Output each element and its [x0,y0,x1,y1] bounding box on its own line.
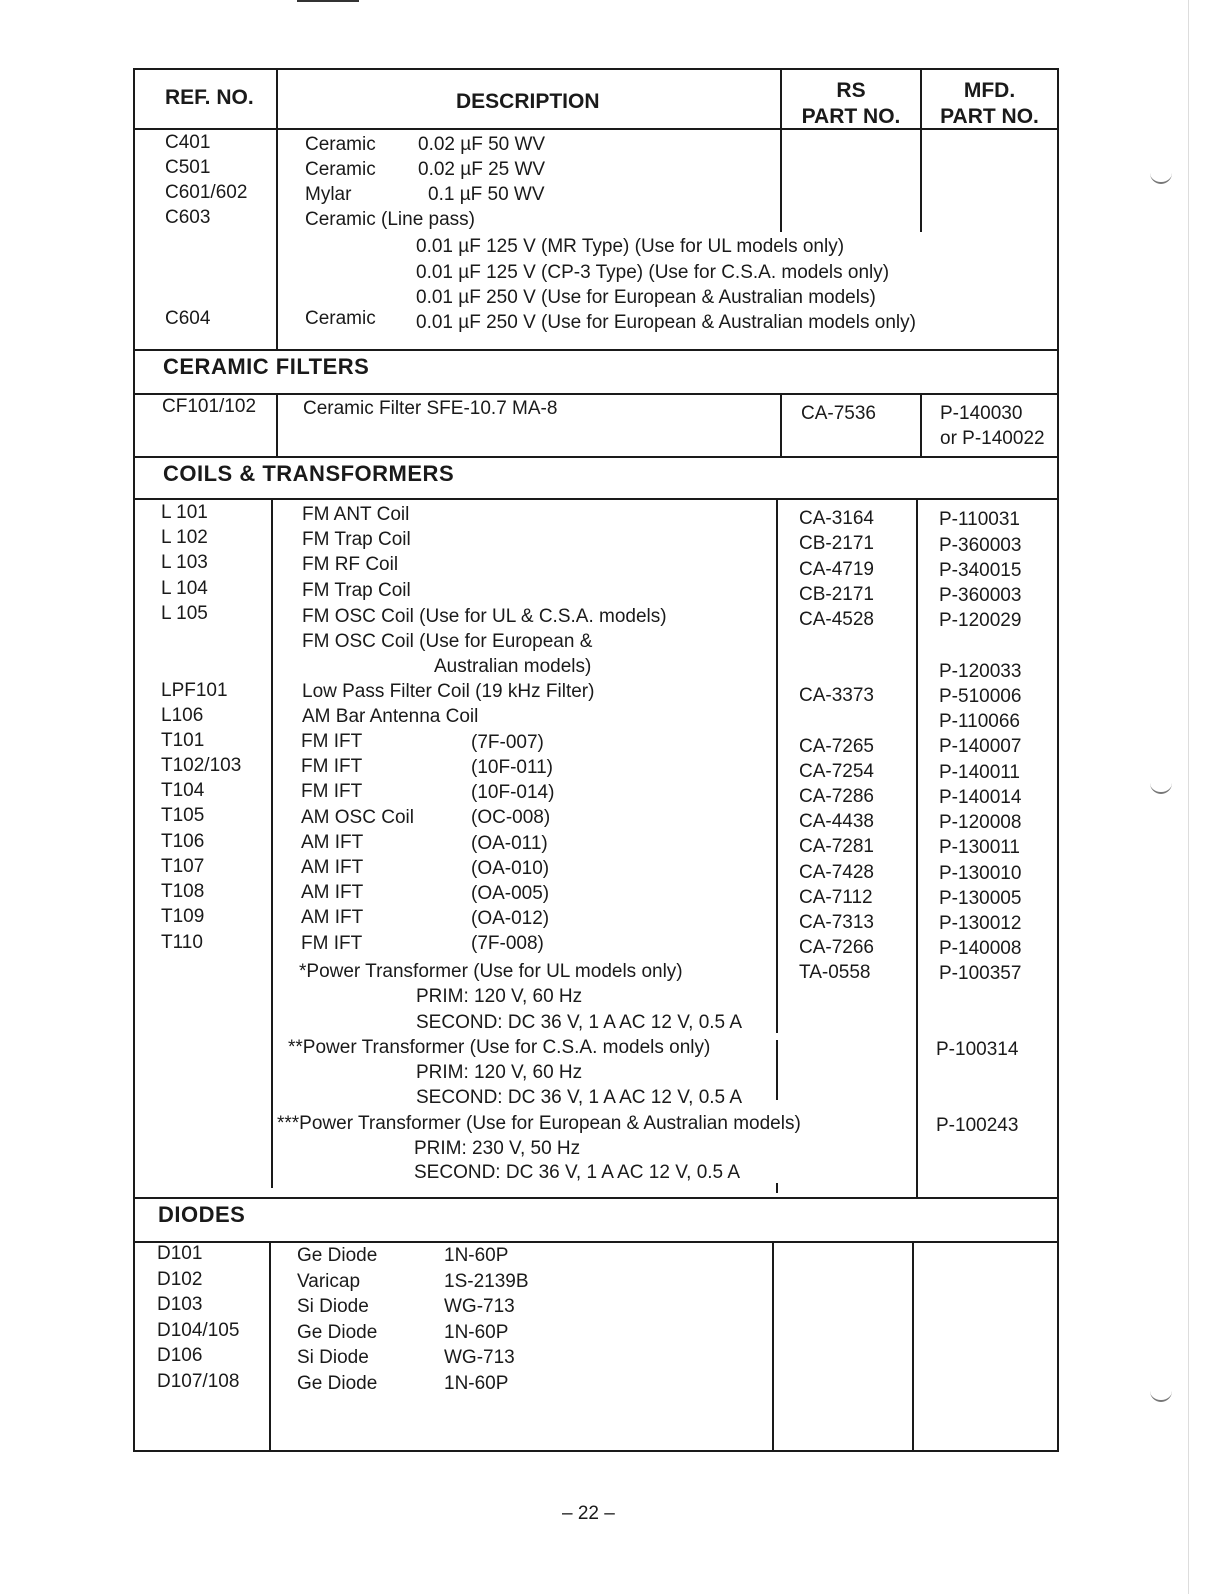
ift-name-2: FM IFT [301,756,363,777]
scan-edge [1188,0,1189,1594]
cap-col-line-1 [276,128,278,350]
coil-mfd-12: P-120008 [939,812,1022,833]
coil-mfd-10: P-140011 [939,762,1020,783]
diode-ref-5: D106 [157,1345,203,1366]
cap-col-line-2 [780,128,782,232]
coil-mfd-1: P-110031 [939,509,1020,530]
coil-mfd-5: P-120029 [939,610,1022,631]
ift-code-7: (OA-005) [471,883,550,904]
cap-ref-4: C603 [165,207,211,228]
ift-name-6: AM IFT [301,857,364,878]
coil-mfd-2: P-360003 [939,535,1022,556]
header-mfd-line2: PART NO. [940,105,1039,128]
diode-code-2: 1S-2139B [444,1271,529,1292]
coil-ref-9: T102/103 [161,755,242,776]
coil-rs-16: TA-0558 [799,962,871,983]
coils-title-top [135,456,1057,458]
transformer-eu: ***Power Transformer (Use for European & Australian models) [277,1113,801,1134]
coil-ref-14: T108 [161,881,205,902]
coil-mfd-8: P-110066 [939,711,1020,732]
diode-code-6: 1N-60P [444,1373,509,1394]
diodes-title-bottom [135,1241,1057,1243]
coil-mfd-6: P-120033 [939,661,1022,682]
coils-title-bottom [135,498,1057,500]
ift-name-5: AM IFT [301,832,364,853]
coil-ref-8: T101 [161,730,205,751]
diodes-col-line-2 [772,1241,774,1450]
coil-rs-1: CA-3164 [799,508,874,529]
coil-mfd-4: P-360003 [939,585,1022,606]
coil-mfd-9: P-140007 [939,736,1022,757]
binder-mark-2 [1150,770,1172,794]
coils-title: COILS & TRANSFORMERS [163,461,455,486]
coil-ref-6: LPF101 [161,680,228,701]
diode-type-5: Si Diode [297,1347,369,1368]
coil-rs-14: CA-7313 [799,912,874,933]
coil-desc-1: FM ANT Coil [302,504,410,525]
diode-type-4: Ge Diode [297,1322,378,1343]
coil-rs-15: CA-7266 [799,937,874,958]
cap-linepass-1: 0.01 µF 125 V (MR Type) (Use for UL models only) [416,236,845,257]
diode-code-5: WG-713 [444,1347,515,1368]
coil-mfd-19: P-100314 [936,1039,1019,1060]
coil-rs-8: CA-7254 [799,761,874,782]
transformer-ul: *Power Transformer (Use for UL models only) [299,961,683,982]
ift-name-8: AM IFT [301,907,364,928]
coil-ref-15: T109 [161,906,205,927]
cap-ref-3: C601/602 [165,182,248,203]
cap-linepass-2: 0.01 µF 125 V (CP-3 Type) (Use for C.S.A. models only) [416,262,890,283]
coil-rs-13: CA-7112 [799,887,873,908]
cap-type-5: Ceramic [305,308,376,329]
transformer-eu-prim: PRIM: 230 V, 50 Hz [414,1138,581,1159]
diode-type-2: Varicap [297,1271,361,1292]
coil-mfd-3: P-340015 [939,560,1022,581]
coil-mfd-16: P-130012 [939,913,1022,934]
header-ref-no: REF. NO. [165,86,254,109]
cf-rs: CA-7536 [801,403,876,424]
ift-code-1: (7F-007) [471,732,544,753]
coil-ref-7: L106 [161,705,204,726]
coil-rs-6: CA-3373 [799,685,874,706]
header-rs [782,78,920,130]
ift-name-7: AM IFT [301,882,364,903]
transformer-eu-second: SECOND: DC 36 V, 1 A AC 12 V, 0.5 A [414,1162,741,1183]
cf-mfd-2: or P-140022 [940,428,1045,449]
coil-ref-2: L 102 [161,527,208,548]
cap-type-2: Ceramic [305,159,376,180]
diodes-title-top [135,1197,1057,1199]
diode-ref-3: D103 [157,1294,203,1315]
ceramic-filters-title: CERAMIC FILTERS [163,354,370,379]
diodes-col-line-1 [269,1241,271,1450]
coils-col-line-2b [776,1040,778,1100]
cap-c604-value: 0.01 µF 250 V (Use for European & Australian models only) [416,312,916,333]
diode-ref-4: D104/105 [157,1320,240,1341]
coil-ref-3: L 103 [161,552,208,573]
coil-mfd-18: P-100357 [939,963,1022,984]
coils-col-line-2 [776,498,778,1033]
header-mfd [922,78,1057,130]
coil-desc-5: FM OSC Coil (Use for UL & C.S.A. models) [302,606,667,627]
coil-ref-12: T106 [161,831,205,852]
coil-mfd-7: P-510006 [939,686,1022,707]
cap-col-line-3 [920,128,922,232]
coil-mfd-20: P-100243 [936,1115,1019,1136]
cf-mfd-1: P-140030 [940,403,1023,424]
coil-mfd-14: P-130010 [939,863,1022,884]
coil-desc-8: Low Pass Filter Coil (19 kHz Filter) [302,681,595,702]
ift-name-9: FM IFT [301,933,363,954]
coil-rs-12: CA-7428 [799,862,874,883]
coil-ref-4: L 104 [161,578,208,599]
diode-ref-1: D101 [157,1243,203,1264]
coil-ref-11: T105 [161,805,205,826]
diode-ref-2: D102 [157,1269,203,1290]
binder-mark-3 [1150,1378,1172,1402]
cf-title-top [135,349,1057,351]
coil-rs-10: CA-4438 [799,811,874,832]
diode-code-4: 1N-60P [444,1322,509,1343]
diode-type-3: Si Diode [297,1296,369,1317]
coil-ref-5: L 105 [161,603,208,624]
ift-code-9: (7F-008) [471,933,544,954]
ift-code-4: (OC-008) [471,807,551,828]
ift-name-3: FM IFT [301,781,363,802]
coil-rs-3: CA-4719 [799,559,874,580]
header-col-line-1 [276,70,278,130]
cap-value-3: 0.1 µF 50 WV [428,184,545,205]
coil-desc-9: AM Bar Antenna Coil [302,706,479,727]
cap-type-3: Mylar [305,184,352,205]
coils-col-line-1 [271,498,273,1188]
coil-rs-4: CB-2171 [799,584,874,605]
cap-linepass-3: 0.01 µF 250 V (Use for European & Australian models) [416,287,876,308]
coil-desc-2: FM Trap Coil [302,529,411,550]
coil-ref-1: L 101 [161,502,208,523]
diodes-title: DIODES [158,1202,246,1227]
cf-col-line-1 [276,393,278,456]
diode-type-1: Ge Diode [297,1245,378,1266]
cap-ref-2: C501 [165,157,211,178]
ift-code-2: (10F-011) [471,757,554,778]
coil-rs-2: CB-2171 [799,533,874,554]
coil-rs-5: CA-4528 [799,609,874,630]
ift-name-4: AM OSC Coil [301,807,414,828]
coil-desc-4: FM Trap Coil [302,580,411,601]
coil-desc-3: FM RF Coil [302,554,399,575]
diode-code-3: WG-713 [444,1296,515,1317]
cap-value-1: 0.02 µF 50 WV [418,134,546,155]
coils-col-line-2c [776,1183,778,1193]
ift-code-6: (OA-010) [471,858,550,879]
diode-ref-6: D107/108 [157,1371,240,1392]
coil-rs-9: CA-7286 [799,786,874,807]
coil-rs-11: CA-7281 [799,836,874,857]
cap-ref-1: C401 [165,132,211,153]
cap-value-2: 0.02 µF 25 WV [418,159,546,180]
ift-code-5: (OA-011) [471,833,548,854]
cap-type-4: Ceramic (Line pass) [305,209,475,230]
coil-mfd-17: P-140008 [939,938,1022,959]
transformer-csa: **Power Transformer (Use for C.S.A. models only) [288,1037,711,1058]
scan-mark [297,0,359,2]
coil-desc-6: FM OSC Coil (Use for European & [302,631,593,652]
ift-code-3: (10F-014) [471,782,555,803]
cf-col-line-2 [780,393,782,456]
coil-desc-7: Australian models) [434,656,592,677]
coil-mfd-13: P-130011 [939,837,1020,858]
transformer-csa-prim: PRIM: 120 V, 60 Hz [416,1062,583,1083]
coil-ref-10: T104 [161,780,205,801]
transformer-ul-prim: PRIM: 120 V, 60 Hz [416,986,583,1007]
transformer-ul-second: SECOND: DC 36 V, 1 A AC 12 V, 0.5 A [416,1012,743,1033]
cf-col-line-3 [920,393,922,456]
header-mfd-line1: MFD. [963,79,1016,102]
coils-col-line-3 [916,498,918,1198]
header-rs-line1: RS [836,79,866,102]
ift-code-8: (OA-012) [471,908,550,929]
binder-mark-1 [1150,160,1172,184]
coil-mfd-15: P-130005 [939,888,1022,909]
header-description: DESCRIPTION [456,90,600,113]
cf-description: Ceramic Filter SFE-10.7 MA-8 [303,398,558,419]
cap-type-1: Ceramic [305,134,376,155]
cf-ref: CF101/102 [162,396,257,417]
diode-type-6: Ge Diode [297,1373,378,1394]
coil-ref-13: T107 [161,856,205,877]
coil-rs-7: CA-7265 [799,736,874,757]
coil-ref-16: T110 [161,932,203,953]
cap-ref-5: C604 [165,308,211,329]
diodes-col-line-3 [912,1241,914,1450]
ift-name-1: FM IFT [301,731,363,752]
coil-mfd-11: P-140014 [939,787,1022,808]
diode-code-1: 1N-60P [444,1245,509,1266]
cf-title-bottom [135,393,1057,395]
transformer-csa-second: SECOND: DC 36 V, 1 A AC 12 V, 0.5 A [416,1087,743,1108]
header-rs-line2: PART NO. [801,105,901,128]
page-number: – 22 – [562,1503,615,1524]
